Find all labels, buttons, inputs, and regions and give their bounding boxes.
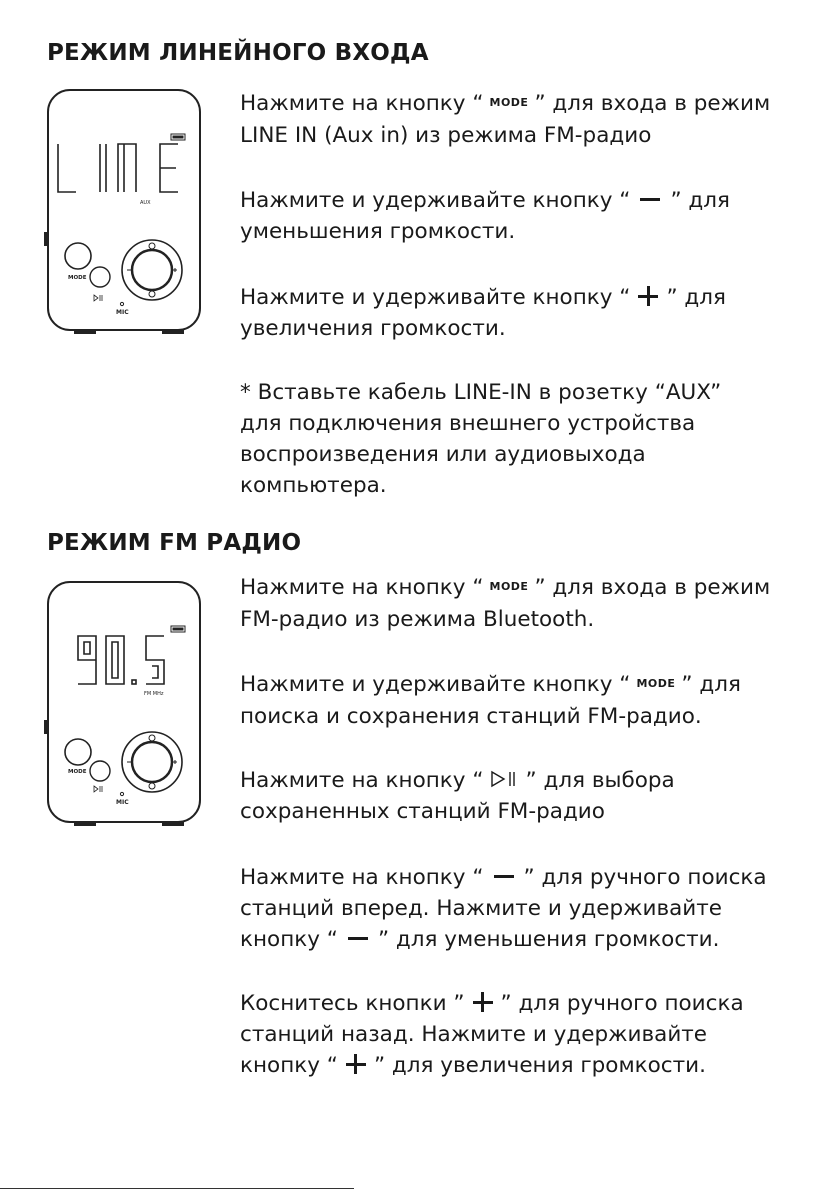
fm-indicator: FM MHz [144, 691, 164, 697]
aux-indicator: AUX [140, 200, 151, 206]
footer-rule [0, 1188, 354, 1189]
paragraph-fm-scan: Нажмите и удерживайте кнопку “ MODE ” для поиска и сохранения станций FM-радио. [240, 669, 741, 732]
minus-icon [640, 198, 660, 201]
mode-label: MODE [68, 275, 87, 281]
play-pause-icon [488, 770, 522, 788]
section-heading-line-in: РЕЖИМ ЛИНЕЙНОГО ВХОДА [47, 40, 429, 66]
device-illustration-line-in [44, 86, 209, 338]
paragraph-aux-note: * Вставьте кабель LINE-IN в розетку “AUX” для подключения внешнего устройства воспроизведения или аудиовыхода компьютера. [240, 380, 722, 498]
section-heading-fm: РЕЖИМ FM РАДИО [47, 530, 302, 556]
mode-button-illustration [65, 739, 91, 765]
paragraph-fm-mode: Нажмите на кнопку “ MODE ” для входа в режим FM-радио из режима Bluetooth. [240, 572, 770, 635]
device-illustration-fm [44, 578, 209, 830]
paragraph-fm-search-back: Коснитесь кнопки ” ” для ручного поиска станций назад. Нажмите и удерживайте кнопку “ ” для увеличения громкости. [240, 991, 744, 1078]
paragraph-fm-search-forward: Нажмите на кнопку “ ” для ручного поиска станций вперед. Нажмите и удерживайте кнопку “ ” для уменьшения громкости. [240, 865, 767, 952]
minus-icon [494, 875, 514, 878]
mic-label: MIC [116, 309, 129, 316]
mic-label: MIC [116, 799, 129, 806]
paragraph-line-in-mode: Нажмите на кнопку “ MODE ” для входа в режим LINE IN (Aux in) из режима FM-радио [240, 88, 770, 151]
paragraph-volume-up: Нажмите и удерживайте кнопку “ ” для увеличения громкости. [240, 285, 726, 341]
paragraph-fm-select: Нажмите на кнопку “ ” для выбора сохраненных станций FM-радио [240, 768, 675, 824]
mode-inline-icon: MODE [489, 579, 529, 593]
mode-button-illustration [65, 243, 91, 269]
mode-label: MODE [68, 769, 87, 775]
plus-icon [638, 286, 658, 306]
plus-icon [346, 1054, 366, 1074]
mode-inline-icon: MODE [489, 95, 529, 109]
mode-inline-icon: MODE [636, 676, 676, 690]
minus-icon [348, 937, 368, 940]
plus-icon [473, 992, 493, 1012]
paragraph-volume-down: Нажмите и удерживайте кнопку “ ” для уменьшения громкости. [240, 188, 730, 244]
